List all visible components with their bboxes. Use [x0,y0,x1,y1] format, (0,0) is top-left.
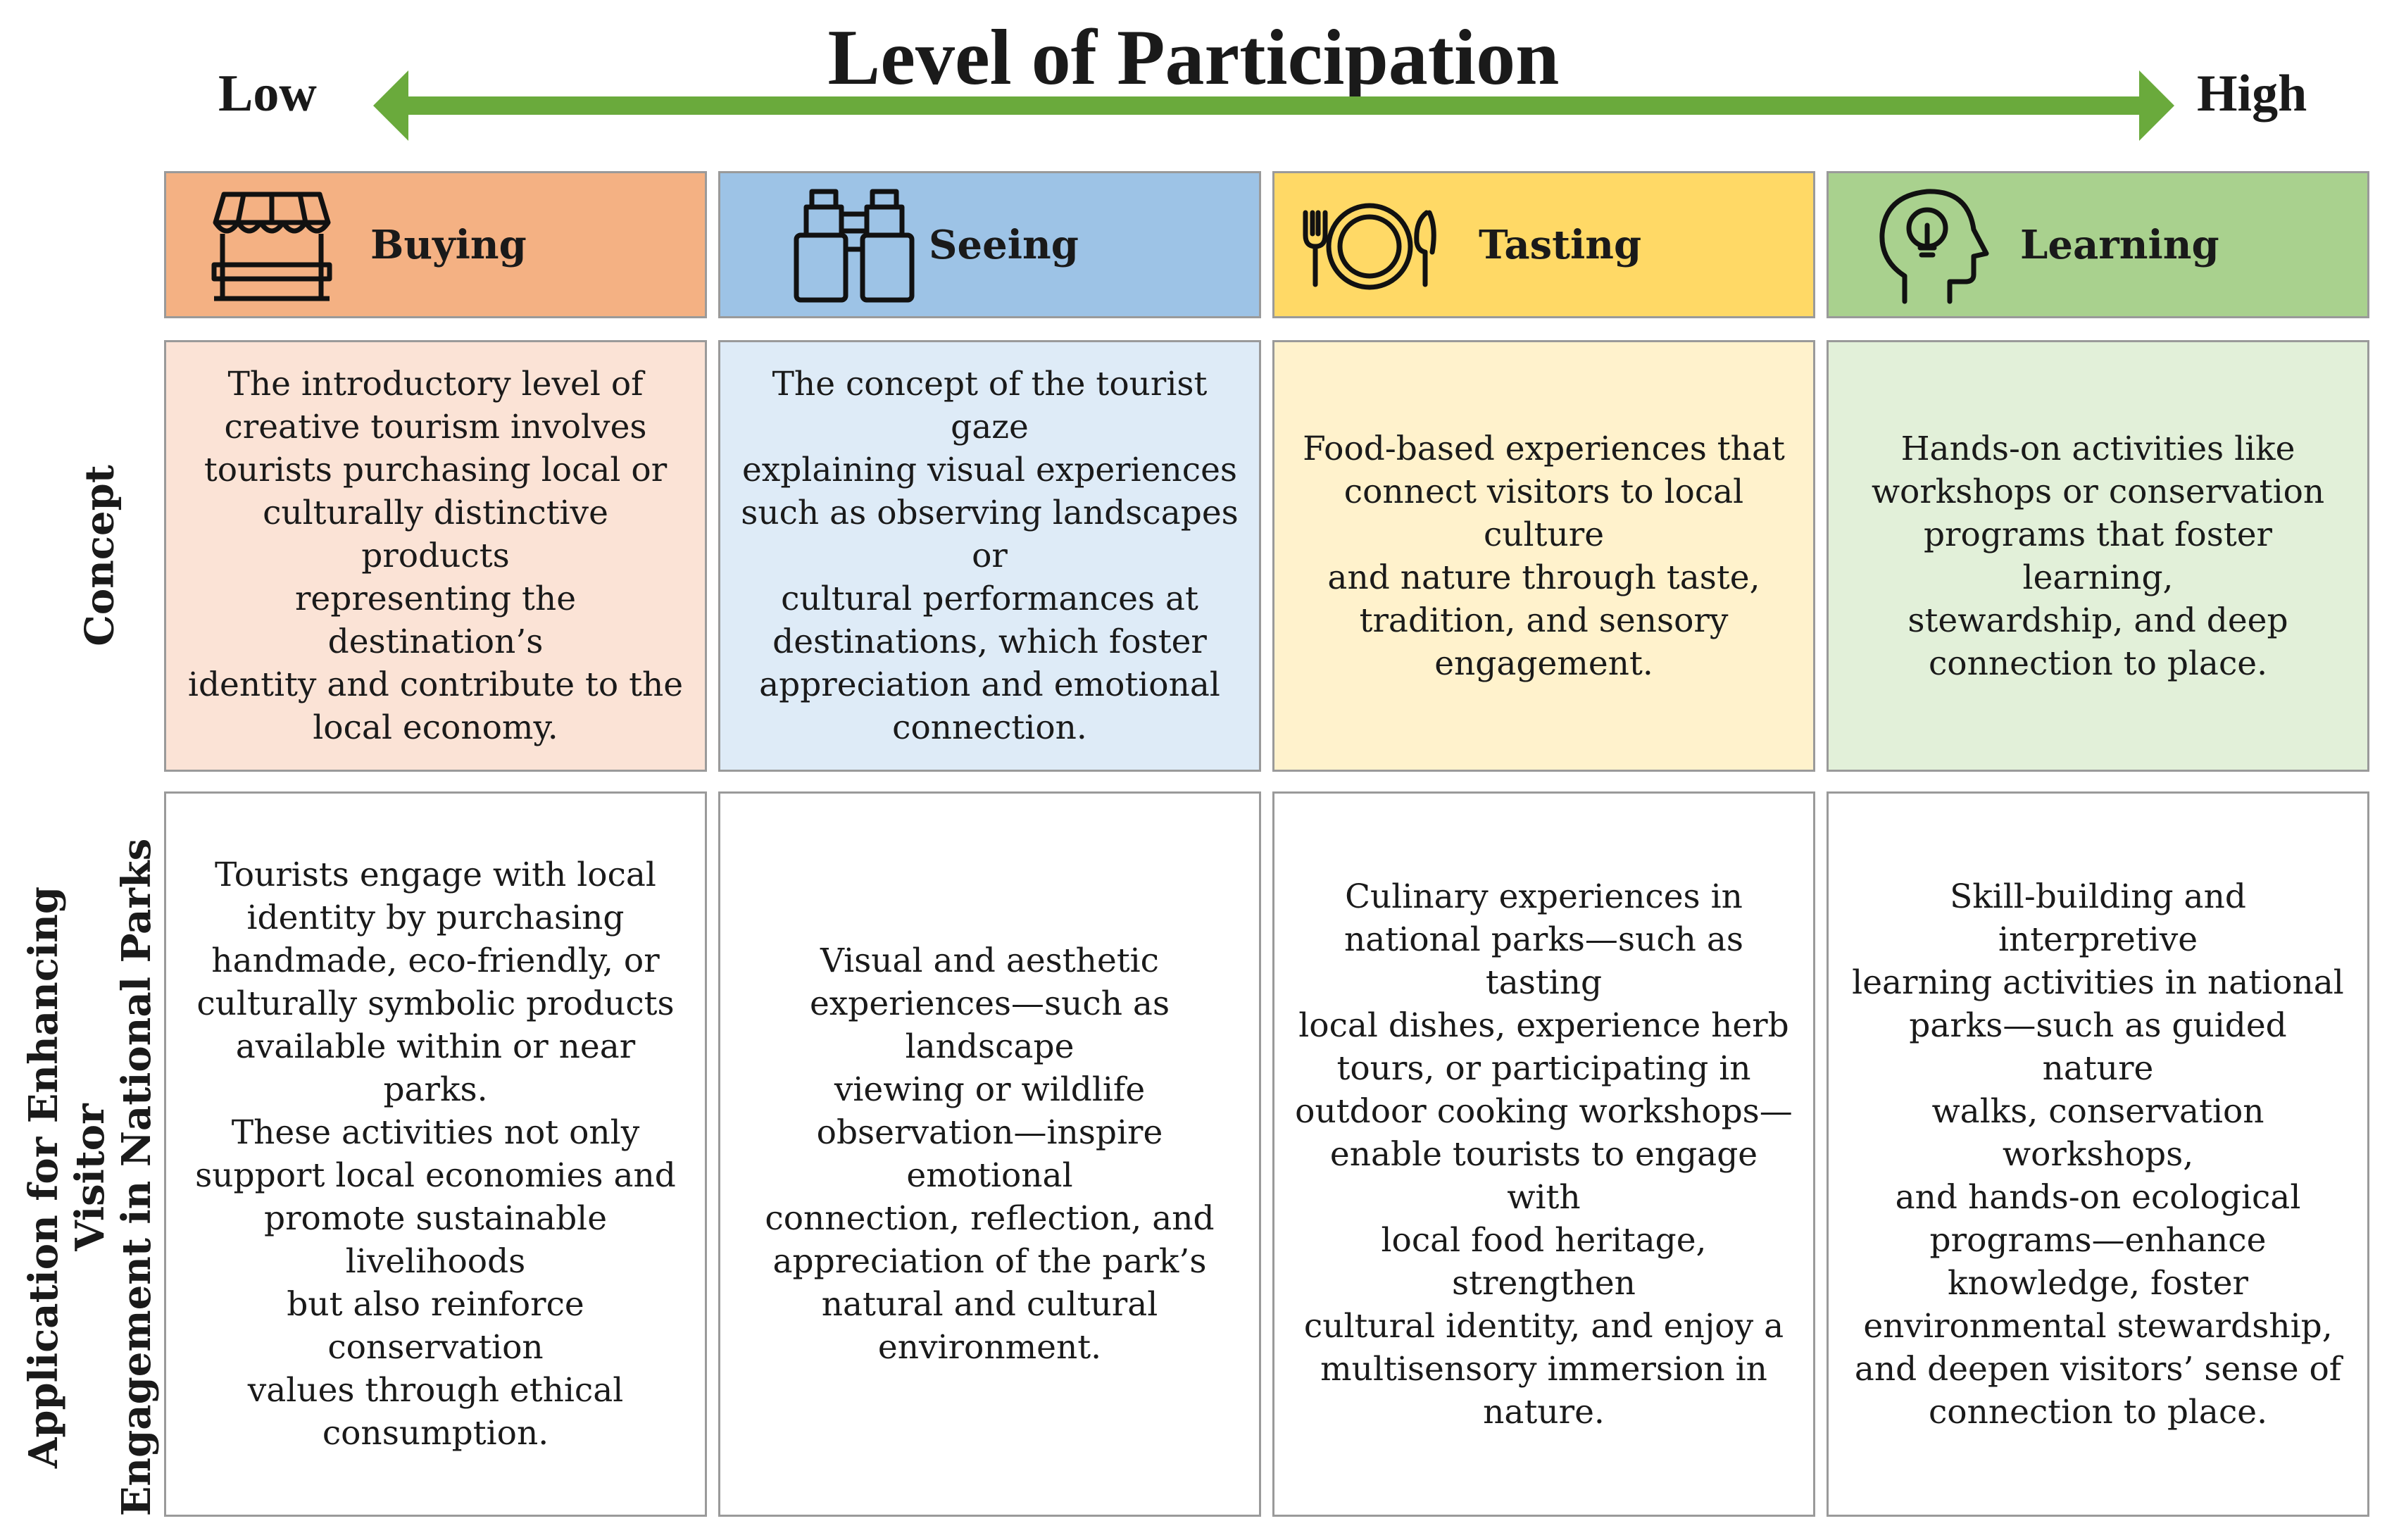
application-cell-tasting: Culinary experiences in national parks—such as tasting local dishes, experience herb tours, or participating in outdoor cooking workshops— enable tourists to engage with local food heritage, strengthen cultural identity, and enjoy a multisensory immersion in nature. [1272,791,1815,1517]
page-title: Level of Participation [827,14,1560,101]
head-lightbulb-icon [1871,186,1998,306]
application-cell-seeing: Visual and aesthetic experiences—such as landscape viewing or wildlife observation—inspire emotional connection, reflection, and appreciation of the park’s natural and cultural environment. [718,791,1261,1517]
binoculars-icon [791,186,917,306]
column-label: Seeing [929,222,1079,268]
high-label: High [2197,65,2307,123]
market-stall-icon [208,186,335,306]
application-cell-buying: Tourists engage with local identity by purchasing handmade, eco-friendly, or culturally symbolic products available within or near parks. These activities not only support local economies and promote sustainable livelihoods but also reinforce conservation values through ethical consumption. [164,791,707,1517]
concept-cell-tasting: Food-based experiences that connect visitors to local culture and nature through taste, tradition, and sensory engagement. [1272,340,1815,772]
concept-cell-buying: The introductory level of creative tourism involves tourists purchasing local or culturally distinctive products representing the destination’s identity and contribute to the local economy. [164,340,707,772]
column-label: Tasting [1479,222,1642,268]
column-label: Buying [370,222,527,268]
column-label: Learning [2020,222,2219,268]
header-seeing [718,171,1261,318]
concept-cell-seeing: The concept of the tourist gaze explaining visual experiences such as observing landscapes or cultural performances at destinations, which foster appreciation and emotional connection. [718,340,1261,772]
participation-arrow [373,63,2176,148]
header-tasting [1272,171,1815,318]
row-label-application: Application for Enhancing Visitor Engagement in National Parks [20,838,160,1517]
application-cell-learning: Skill-building and interpretive learning activities in national parks—such as guided nature walks, conservation workshops, and hands-on ecological programs—enhance knowledge, foster environmental stewardship, and deepen visitors’ sense of connection to place. [1827,791,2369,1517]
concept-cell-learning: Hands-on activities like workshops or conservation programs that foster learning, stewardship, and deep connection to place. [1827,340,2369,772]
low-label: Low [218,65,317,123]
header-learning [1827,171,2369,318]
header-buying [164,171,707,318]
row-label-concept: Concept [76,465,123,646]
plate-cutlery-icon [1296,186,1443,306]
